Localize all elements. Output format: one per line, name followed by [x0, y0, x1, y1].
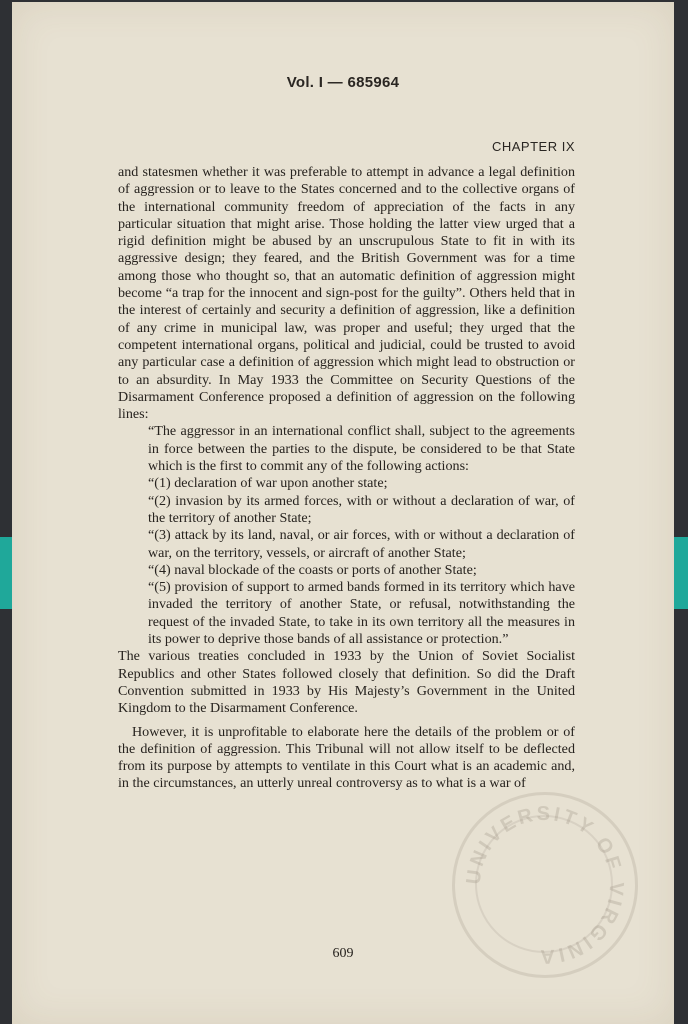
right-bookmark-tab [674, 537, 688, 609]
quote-intro: “The aggressor in an international conflict shall, subject to the agreements in force between the parties to the dispute, be considered to be that State which is the first to commit any of the following actions: [148, 423, 575, 475]
quote-item-4: “(4) naval blockade of the coasts or ports of another State; [148, 561, 477, 578]
page-number: 609 [332, 946, 354, 961]
quoted-definition [118, 423, 575, 648]
quote-item-5: “(5) provision of support to armed bands formed in its territory which have invaded the territory of another State, or refusal, notwithstanding the request of the invaded State, to take in its own territory all the measures in its power to deprive those bands of all assistance or protection.” [148, 579, 575, 648]
volume-header: Vol. I — 685964 [286, 74, 400, 91]
body-text [118, 164, 575, 793]
quote-item-1: “(1) declaration of war upon another state; [148, 475, 388, 492]
svg-text:UNIVERSITY OF VIRGINIA [463, 803, 628, 967]
quote-item-2: “(2) invasion by its armed forces, with or without a declaration of war, of the territory of another State; [148, 492, 575, 526]
stamp-text: UNIVERSITY OF VIRGINIA [462, 802, 628, 968]
paragraph-2: The various treaties concluded in 1933 by the Union of Soviet Socialist Republics and other States followed closely that definition. So did the Draft Convention submitted in 1933 by His Majesty’s Government in the United Kingdom to the Disarmament Conference. [118, 648, 575, 717]
chapter-heading: CHAPTER IX [491, 139, 575, 154]
document-page [12, 2, 674, 1024]
quote-item-3: “(3) attack by its land, naval, or air forces, with or without a declaration of war, on the territory, vessels, or aircraft of another State; [148, 527, 575, 561]
paragraph-3: However, it is unprofitable to elaborate here the details of the problem or of the definition of aggression. This Tribunal will not allow itself to be deflected from its purpose by attempts to ventilate in this Court what is an academic and, in the circumstances, an utterly unreal controversy as to what is a war of [118, 723, 575, 792]
paragraph-1: and statesmen whether it was preferable to attempt in advance a legal definition of aggression or to leave to the States concerned and to the collective organs of the international community freedom of appreciation of the facts in any particular situation that might arise. Those holding the latter view urged that a rigid definition might be abused by an unscrupulous State to fit in with its aggressive design; they feared, and the British Government was for a time among those who thought so, that an automatic definition of aggression might become “a trap for the innocent and sign-post for the guilty”. Others held that in the interest of certainly and security a definition of aggression, like a definition of any crime in municipal law, was proper and useful; they urged that the competent international organs, political and judicial, could be trusted to avoid any particular case a definition of aggression which might lead to obstruction or to an absurdity. In May 1933 the Committee on Security Questions of the Disarmament Conference proposed a definition of aggression on the following lines: [118, 164, 575, 423]
